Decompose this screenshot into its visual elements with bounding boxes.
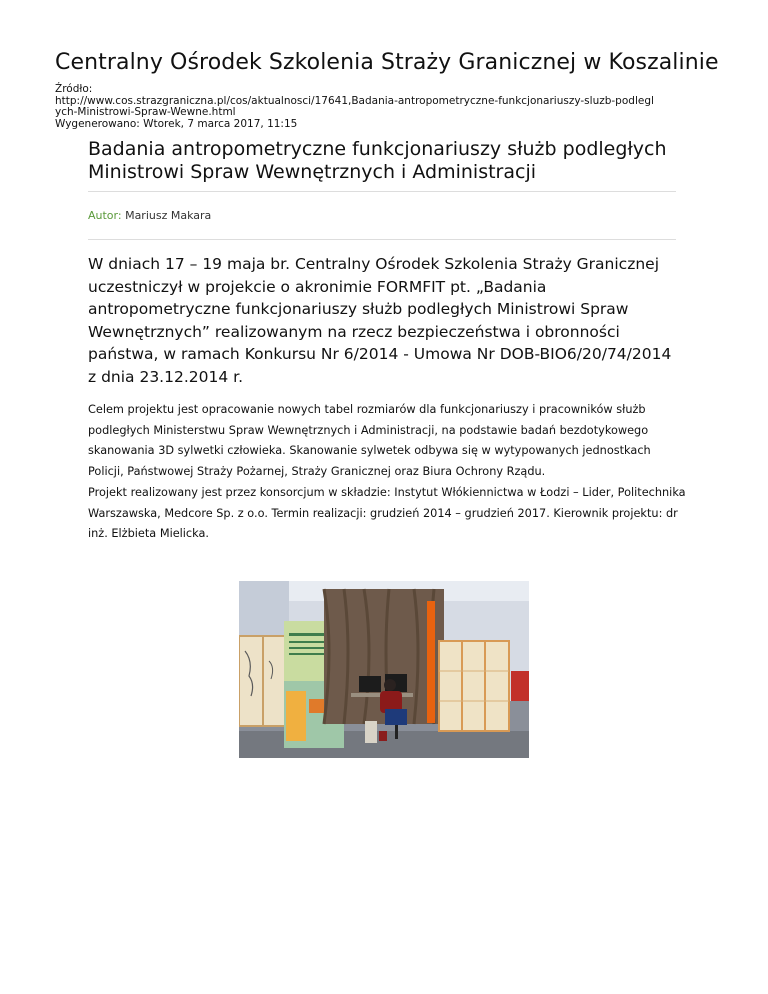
source-label: Źródło: <box>55 83 93 95</box>
body-paragraph-2: Projekt realizowany jest przez konsorcjum w składzie: Instytut Włókiennictwa w Łodzi – Lider, Politechnika Warszawska, Medcore Sp. z o.o. Termin realizacji: grudzień 2014 – grudzień 2017. Kierownik projektu: dr inż. Elżbieta Mielicka. <box>88 485 686 541</box>
generated-date: Wygenerowano: Wtorek, 7 marca 2017, 11:15 <box>55 117 298 130</box>
author-name: Mariusz Makara <box>125 209 212 222</box>
body-paragraph-1: Celem projektu jest opracowanie nowych tabel rozmiarów dla funkcjonariuszy i pracowników służb podległych Ministerstwu Spraw Wewnętrznych i Administracji, na podstawie badań bezdotykowego skanowania 3D sylwetki człowieka. Skanowanie sylwetek odbywa się w wytypowanych jednostkach Policji, Państwowej Straży Pożarnej, Straży Granicznej oraz Biura Ochrony Rządu. <box>88 403 651 479</box>
article-body <box>88 400 688 545</box>
source-url-line-1[interactable]: http://www.cos.strazgraniczna.pl/cos/aktualnosci/17641,Badania-antropometryczne-funkcjonariuszy-sluzb-podlegl <box>55 94 654 107</box>
article-title: Badania antropometryczne funkcjonariuszy służb podległych Ministrowi Spraw Wewnętrznych i Administracji <box>88 138 667 183</box>
article-photo <box>239 581 529 758</box>
source-url-line-2[interactable]: ych-Ministrowi-Spraw-Wewne.html <box>55 106 236 118</box>
title-divider <box>88 191 676 192</box>
author-label: Autor: <box>88 209 122 222</box>
site-title: Centralny Ośrodek Szkolenia Straży Granicznej w Koszalinie <box>55 50 719 75</box>
source-info <box>55 84 715 130</box>
author-divider <box>88 239 676 240</box>
article-lead: W dniach 17 – 19 maja br. Centralny Ośrodek Szkolenia Straży Granicznej uczestniczył w projekcie o akronimie FORMFIT pt. „Badania antropometryczne funkcjonariuszy służb podległych Ministrowi Spraw Wewnętrznych” realizowanym na rzecz bezpieczeństwa i obronności państwa, w ramach Konkursu Nr 6/2014 - Umowa Nr DOB-BIO6/20/74/2014 z dnia 23.12.2014 r. <box>88 255 672 386</box>
author-line <box>88 209 211 222</box>
